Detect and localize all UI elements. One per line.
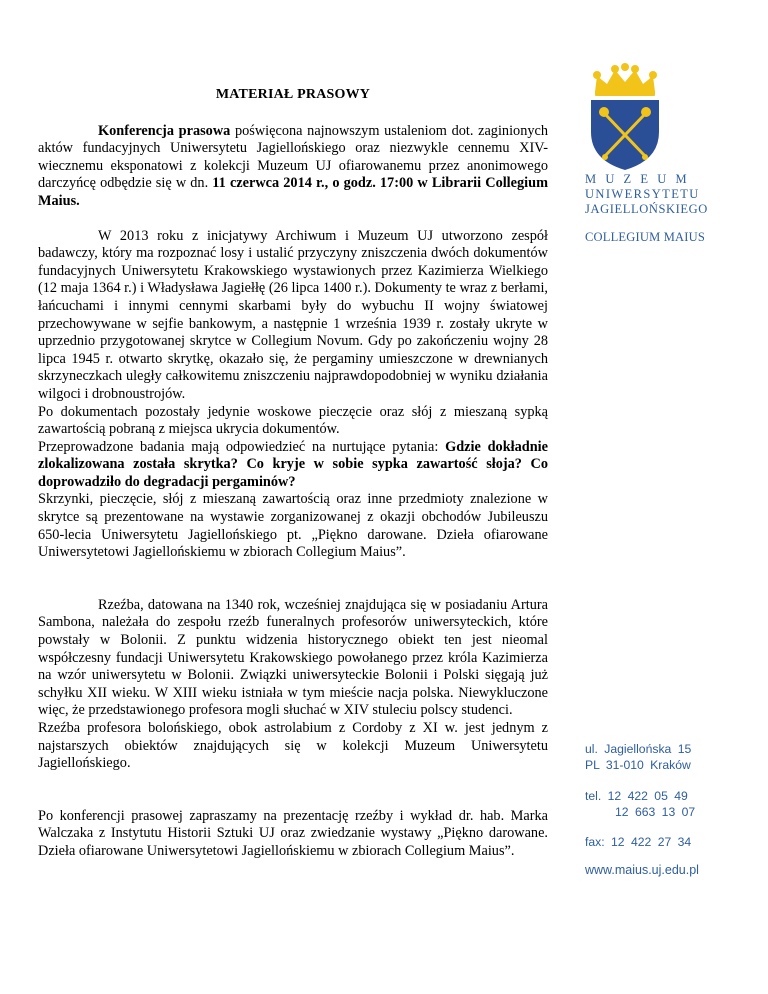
website-link[interactable]: www.maius.uj.edu.pl xyxy=(585,863,699,877)
crown-shield-logo-icon xyxy=(585,62,665,172)
museum-line-1: MUZEUM xyxy=(585,172,696,186)
paragraph-invitation: Po konferencji prasowej zapraszamy na prezentację rzeźby i wykład dr. hab. Marka Walczaka z Instytutu Historii Sztuki UJ oraz zwiedzanie wystawy „Piękno darowane. Dzieła ofiarowane Uniwersytetowi Jagiellońskiemu w zbiorach Collegium Maius”. xyxy=(38,807,548,859)
museum-line-2: UNIWERSYTETU xyxy=(585,187,700,201)
paragraph-sculpture: Rzeźba, datowana na 1340 rok, wcześniej znajdująca się w posiadaniu Artura Sambona, należała do zespołu rzeźb funeralnych profesorów uniwersyteckich, które powstały w Bolonii. Z punktu widzenia historycznego obiekt ten jest nieomal współczesny fundacji Uniwersytetu Krakowskiego powołanego przez króla Kazimierza na wzór uniwersytetu w Bolonii. Związki uniwersyteckie Bolonii i Polski sięgają już schyłku XII wieku. W XIII wieku istniała w tym mieście nacja polska. Niewykluczone więc, że przedstawionego profesora mogli słuchać w XIV stuleciu polscy studenci. xyxy=(38,596,548,719)
press-release-body xyxy=(38,86,548,861)
museum-name xyxy=(585,172,708,217)
conference-text: poświęcona najnowszym ustaleniom dot. zaginionych aktów fundacyjnych Uniwersytetu Jagiellońskiego oraz niezwykle cennemu XIV-wiecznemu eksponatowi z kolekcji Muzeum UJ ofiarowanemu przez anonimowego darczyńcę odbędzie się w dn. xyxy=(38,122,548,192)
conference-date: 11 czerwca 2014 r., o godz. 17:00 w Librarii Collegium Maius. xyxy=(38,175,548,209)
fax-number: fax: 12 422 27 34 xyxy=(585,835,692,849)
document-heading: MATERIAŁ PRASOWY xyxy=(215,87,371,102)
phone-primary: tel. 12 422 05 49 xyxy=(585,789,688,803)
paragraph-exhibition: Skrzynki, pieczęcie, słój z mieszaną zawartością oraz inne przedmioty znalezione w skrytce są prezentowane na wystawie zorganizowanej z okazji obchodów Jubileuszu 650-lecia Uniwersytetu Jagiellońskiego pt. „Piękno darowane. Dzieła ofiarowane Uniwersytetowi Jagiellońskiemu w zbiorach Collegium Maius”. xyxy=(38,491,548,561)
museum-line-3: JAGIELLOŃSKIEGO xyxy=(585,202,708,216)
paragraph-remains: Po dokumentach pozostały jedynie woskowe pieczęcie oraz słój z mieszaną sypką zawartością pobraną z miejsca ukrycia dokumentów. xyxy=(38,403,548,438)
paragraph-conference xyxy=(38,123,548,211)
conference-label: Konferencja prasowa xyxy=(98,122,231,139)
address-street: ul. Jagiellońska 15 xyxy=(585,742,692,756)
phone-secondary: 12 663 13 07 xyxy=(615,805,696,819)
paragraph-sculpture-collection: Rzeźba profesora bolońskiego, obok astrolabium z Cordoby z XI w. jest jednym z najstarszych obiektów znajdujących się w kolekcji Muzeum Uniwersytetu Jagiellońskiego. xyxy=(38,720,548,772)
questions-intro: Przeprowadzone badania mają odpowiedzieć na nurtujące pytania: xyxy=(38,438,446,455)
paragraph-questions xyxy=(38,439,548,492)
paragraph-research-team: W 2013 roku z inicjatywy Archiwum i Muzeum UJ utworzono zespół badawczy, który ma rozpoznać losy i ustalić przyczyny zniszczenia dwóch dokumentów fundacyjnych Uniwersytetu Krakowskiego wystawionych przez Kazimierza Wielkiego (12 maja 1364 r.) i Władysława Jagiełłę (26 lipca 1400 r.). Dokumenty te wraz z berłami, łańcuchami i innymi cennymi skarbami były do wybuchu II wojny światowej przechowywane w sejfie bankowym, a następnie 1 września 1939 r. zostały ukryte w uprzednio przygotowanej skrytce w Collegium Novum. Gdy po zakończeniu wojny 28 lipca 1945 r. otwarto skrytkę, okazało się, że pergaminy umieszczone w drewnianych skrzyneczkach uległy całkowitemu zniszczeniu najprawdopodobniej w wyniku działania wilgoci i drobnoustrojów. xyxy=(38,227,548,402)
questions-bold: Gdzie dokładnie zlokalizowana została skrytka? Co kryje w sobie sypka zawartość słoja? Co doprowadziło do degradacji pergaminów? xyxy=(38,438,549,490)
collegium-label: COLLEGIUM MAIUS xyxy=(585,230,706,244)
phone-block xyxy=(585,788,695,820)
address-block xyxy=(585,741,691,773)
address-city: PL 31-010 Kraków xyxy=(585,758,691,772)
